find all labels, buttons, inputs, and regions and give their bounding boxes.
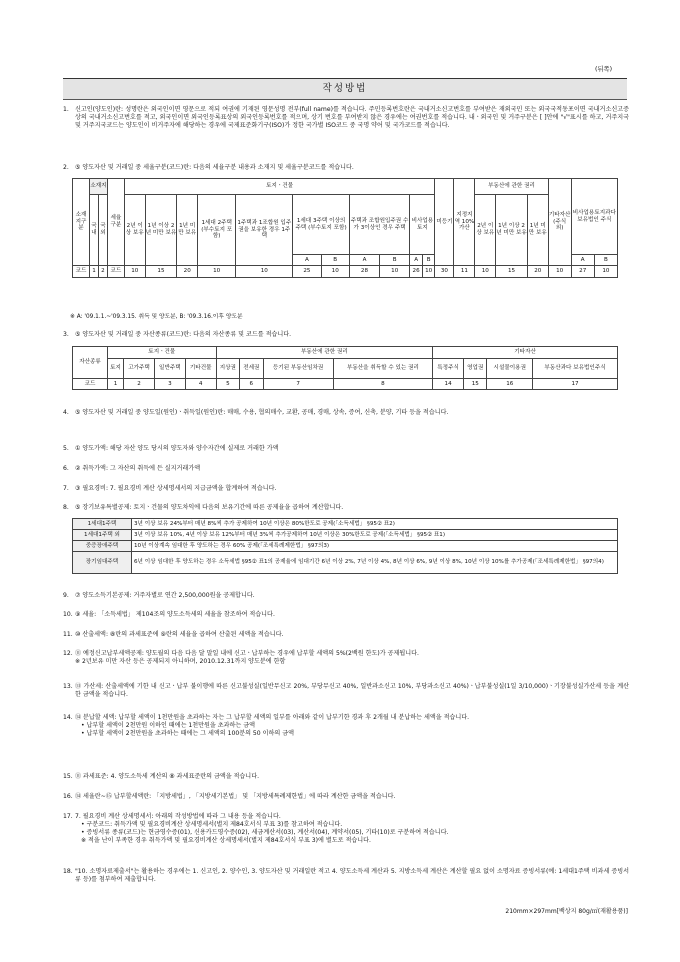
code-cell: 6 <box>240 379 263 390</box>
header-nonbusiness-shares: 비사업용토지과다 보유법인 주식 <box>571 179 617 255</box>
section-number: 11. <box>63 631 73 638</box>
section-8 <box>63 504 629 512</box>
code-cell: 2 <box>98 266 107 278</box>
table-row <box>73 552 618 574</box>
header-rights-2y: 2년 이상 보유 <box>475 195 496 266</box>
header-location-class: 소재지구분 <box>73 179 90 266</box>
asset-item: 부동산과다 보유법인주식 <box>533 359 618 379</box>
header-real-estate-rights: 부동산에 관한 권리 <box>475 179 548 195</box>
header-1to2y: 1년 이상 2년 미만 보유 <box>145 195 177 266</box>
code-cell: 7 <box>263 379 333 390</box>
code-cell: 2 <box>124 379 155 390</box>
section-number: 9. <box>63 592 69 599</box>
code-cell: 10 <box>422 266 435 278</box>
code-cell: 10 <box>380 266 410 278</box>
header-a: A <box>349 255 379 266</box>
section-number: 10. <box>63 611 73 618</box>
section-11 <box>63 631 629 639</box>
section-3 <box>63 331 629 339</box>
code-row <box>73 379 618 390</box>
code-cell: 15 <box>496 266 528 278</box>
section-number: 18. <box>63 868 73 875</box>
page-title: 작성방법 <box>63 78 627 100</box>
section-number: 17. <box>63 813 73 820</box>
section-15 <box>63 773 629 781</box>
section-text: ③ 필요경비: 7. 필요경비 계산 상세명세서의 지급금액을 합계하여 적습니다. <box>75 485 277 492</box>
header-under1y: 1년 미만 보유 <box>177 195 198 266</box>
code-cell: 16 <box>487 379 533 390</box>
section-2 <box>63 164 629 172</box>
asset-item: 영업권 <box>464 359 487 379</box>
section-text: ⑪ 예정신고납부세액공제: 양도월의 다음 다음 달 말일 내에 신고ㆍ납부하는 경우에 납부할 세액의 5%(2백원 한도)가 공제됩니다. <box>75 650 419 657</box>
section-13 <box>63 683 629 699</box>
section-1 <box>63 106 629 130</box>
code-cell: 20 <box>177 266 198 278</box>
code-cell: 15 <box>145 266 177 278</box>
code-cell: 10 <box>594 266 617 278</box>
header-b: B <box>321 255 349 266</box>
header-a: A <box>293 255 321 266</box>
section-number: 12. <box>63 650 73 657</box>
row-value: 3년 이상 보유 24%부터 매년 8%씩 추가 공제하여 10년 이상은 80%한도로 공제(「소득세법」 §95② 표2) <box>132 519 618 530</box>
code-cell: 14 <box>433 379 464 390</box>
rate-note: ※ A: '09.1.1.~'09.3.15. 취득 및 양도분, B: '09.3.16.이후 양도분 <box>70 314 243 320</box>
bullet-item: • 납부할 세액이 2천만원 이하인 때에는 1천만원을 초과하는 금액 <box>81 722 256 730</box>
row-key: 1세대1주택 외 <box>73 530 132 541</box>
section-number: 7. <box>63 485 69 492</box>
code-cell: 8 <box>333 379 433 390</box>
header-1house-1right: 1주택과 1조합원 입주권을 보유한 경우 1주택 <box>236 195 293 266</box>
header-b: B <box>422 255 435 266</box>
section-number: 15. <box>63 773 73 780</box>
asset-item: 등기된 부동산임차권 <box>263 359 333 379</box>
code-row <box>73 266 618 278</box>
section-number: 14. <box>63 714 73 721</box>
section-text: "10. 소명자료제출서"는 활용하는 경우에는 1. 신고인, 2. 양수인, 3. 양도자산 및 거래일란 적고 4. 양도소득세 계산과 5. 지방소득세 계산은 계산할 필요 없이 소명자료 증빙서류(예: 1세대1주택 비과세 증빙서류 등)를 첨부하여 제출합니다. <box>75 868 629 884</box>
asset-item: 토지 <box>108 359 124 379</box>
header-land-building: 토지ㆍ건물 <box>124 179 435 195</box>
header-domestic: 국내 <box>90 195 99 266</box>
code-cell: 1 <box>108 379 124 390</box>
code-label: 코드 <box>73 266 90 278</box>
code-cell: 17 <box>533 379 618 390</box>
table-row <box>73 541 618 552</box>
bullet-item: ※ 적을 난이 부족한 경우 취득가액 및 필요경비계산 상세명세서(별지 제84호서식 부표 3)에 별도로 적습니다. <box>81 837 371 845</box>
section-number: 6. <box>63 465 69 472</box>
code-cell: 10 <box>124 266 145 278</box>
code-cell: 11 <box>454 266 475 278</box>
section-text: ⑩ 산출세액: ⑧란의 과세표준에 ⑨란의 세율을 곱하여 산출된 세액을 적습니다. <box>75 631 284 638</box>
asset-code-table <box>72 346 618 390</box>
code-cell: 10 <box>198 266 236 278</box>
asset-item: 지상권 <box>216 359 239 379</box>
section-number: 3. <box>63 331 69 338</box>
code-cell: 15 <box>464 379 487 390</box>
section-number: 13. <box>63 683 73 690</box>
bullet-item: • 증빙서류 종류(코드)는 현금영수증(01), 신용카드영수증(02), 세금계산서(03), 계산서(04), 계약서(05), 기타(10)로 구분하여 적습니다. <box>81 829 449 837</box>
header-unregistered: 미등기 <box>435 179 454 266</box>
section-number: 2. <box>63 164 69 171</box>
header-other-assets: 기타자산 (주식 외) <box>548 179 571 266</box>
section-number: 16. <box>63 793 73 800</box>
row-key: 장기임대주택 <box>73 552 132 574</box>
paper-spec: 210mm×297mm[백상지 80g/㎡(재활용품)] <box>505 908 628 915</box>
section-number: 8. <box>63 504 69 511</box>
row-value: 10년 이상계속 임대한 후 양도하는 경우 60% 공제(「조세특례제한법」 §97의3) <box>132 541 618 552</box>
asset-item: 시설물이용권 <box>487 359 533 379</box>
section-10 <box>63 611 629 619</box>
row-value: 6년 이상 임대한 후 양도하는 경우 소득세법 §95② 표1의 공제율에 임대기간 6년 이상 2%, 7년 이상 4%, 8년 이상 6%, 9년 이상 8%, 10년 이상 10%를 추가공제(「조세특례제한법」 §97의4) <box>132 552 618 574</box>
header-nonbiz-land: 비사업용 토지 <box>410 195 435 255</box>
section-text: ⑬ 가산세: 산출세액에 기한 내 신고ㆍ납부 불이행에 따른 신고불성실(일반무신고 20%, 부당무신고 40%, 일반과소신고 10%, 부당과소신고 40%)ㆍ납부불성실(1일 3/10,000)ㆍ기장불성실가산세 등을 계산한 금액을 적습니다. <box>75 683 630 699</box>
asset-item: 특정주식 <box>433 359 464 379</box>
code-cell: 5 <box>216 379 239 390</box>
code-cell: 25 <box>293 266 321 278</box>
code-cell: 28 <box>349 266 379 278</box>
section-text: 7. 필요경비 계산 상세명세서: 아래의 작성방법에 따라 그 내용 등을 적습니다. <box>75 813 281 820</box>
header-asset-kind: 자산종류 <box>73 347 108 379</box>
header-other-assets: 기타자산 <box>433 347 618 359</box>
section-number: 1. <box>63 106 69 113</box>
header-2house: 1세대 2주택 (부수토지 포함) <box>198 195 236 266</box>
section-note: ※ 2년보유 미만 자산 등은 공제되지 아니하며, 2010.12.31까지 양도분에 한함 <box>75 658 286 666</box>
header-designated-area: 지정지역 10% 가산 <box>454 179 475 266</box>
header-b: B <box>594 255 617 266</box>
asset-item: 기타건물 <box>185 359 216 379</box>
header-2y: 2년 이상 보유 <box>124 195 145 266</box>
row-key: 1세대1주택 <box>73 519 132 530</box>
asset-item: 고가주택 <box>124 359 155 379</box>
section-17 <box>63 813 629 845</box>
continued-label: (뒤쪽) <box>595 66 613 73</box>
section-text: ⑪ 과세표준: 4. 양도소득세 계산의 ⑧ 과세표준란의 금액을 적습니다. <box>75 773 260 780</box>
section-9 <box>63 592 629 600</box>
header-a: A <box>410 255 423 266</box>
code-cell: 10 <box>475 266 496 278</box>
code-cell: 26 <box>410 266 423 278</box>
asset-item: 부동산을 취득할 수 있는 권리 <box>333 359 433 379</box>
section-text: ⑤ 양도자산 및 거래일 중 세율구분(코드)란: 다음의 세율구분 내용과 소재지 및 세율구분코드를 적습니다. <box>75 164 354 171</box>
header-a: A <box>571 255 594 266</box>
section-text: ⑤ 양도자산 및 거래일 중 양도일(원인)ㆍ취득일(원인)란: 매매, 수용, 협의매수, 교환, 공매, 경매, 상속, 증여, 신축, 분양, 기타 등을 적습니다. <box>75 409 449 416</box>
header-3house: 1세대 3주택 이상의 주택 (부수토지 포함) <box>293 195 350 255</box>
code-label: 코드 <box>73 379 108 390</box>
section-4 <box>63 409 629 417</box>
table-row <box>73 530 618 541</box>
section-text: 신고인(양도인)란: 성명란은 외국인이면 영문으로 적되 여권에 기재된 영문성명 전부(full name)를 적습니다. 주민등록번호란은 국내거소신고번호를 부여받은 재외국민 또는 외국국적동포이면 국내거소신고증상의 국내거소신고번호를 적고, 외국인이면 외국인등록표상의 외국인등록번호를 적으며, 상기 번호를 부여받지 않은 경우에는 여권번호를 적습니다. 내ㆍ외국인 및 거주구분은 [ ]안에 "√"표시를 하고, 거주지국 및 거주지국코드는 양도인이 비거주자에 해당하는 경우에 국제표준화기구(ISO)가 정한 국가별 ISO코드 중 국명 약어 및 국가코드를 적습니다. <box>75 106 629 130</box>
section-7 <box>63 485 629 493</box>
header-location: 소재지 <box>90 179 108 195</box>
bullet-item: • 구분코드: 취득가액 및 필요경비계산 상세명세서(별지 제84호서식 부표 3)를 참고하여 적습니다. <box>81 821 343 829</box>
header-rights-under1y: 1년 미만 보유 <box>527 195 548 266</box>
section-text: ⑤ 양도자산 및 거래일 중 자산종류(코드)란: 다음의 자산종류 및 코드를 적습니다. <box>75 331 292 338</box>
code-cell: 코드 <box>107 266 124 278</box>
section-18 <box>63 868 629 884</box>
asset-item: 전세권 <box>240 359 263 379</box>
code-cell: 10 <box>236 266 293 278</box>
code-cell: 4 <box>185 379 216 390</box>
section-12 <box>63 650 629 666</box>
section-number: 4. <box>63 409 69 416</box>
asset-item: 일반주택 <box>154 359 185 379</box>
section-text: ② 취득가액: 그 자산의 취득에 든 실지거래가액 <box>75 465 201 472</box>
section-6 <box>63 465 629 473</box>
code-cell: 10 <box>321 266 349 278</box>
section-text: ⑭ 세율란~⑮ 납부할세액란: 「지방세법」, 「지방세기본법」 및 「지방세특례제한법」에 따라 계산한 금액을 적습니다. <box>75 793 396 800</box>
code-cell: 10 <box>548 266 571 278</box>
section-5 <box>63 445 629 453</box>
code-cell: 20 <box>527 266 548 278</box>
code-cell: 27 <box>571 266 594 278</box>
bullet-item: • 납부할 세액이 2천만원을 초과하는 때에는 그 세액의 100분의 50 이하의 금액 <box>81 730 294 738</box>
table-row <box>73 519 618 530</box>
row-key: 중증장애주택 <box>73 541 132 552</box>
section-text: ⑨ 세율: 「소득세법」 제104조의 양도소득세의 세율을 참조하여 적습니다. <box>75 611 275 618</box>
code-cell: 3 <box>154 379 185 390</box>
header-abroad: 국외 <box>98 195 107 266</box>
row-value: 3년 이상 보유 10%, 4년 이상 보유 12%부터 매년 3%씩 추가공제하여 10년 이상은 30%한도로 공제(「소득세법」 §95② 표1) <box>132 530 618 541</box>
section-14 <box>63 714 629 738</box>
code-cell: 30 <box>435 266 454 278</box>
rate-code-table <box>72 178 618 278</box>
header-b: B <box>380 255 410 266</box>
header-rate-class: 세율구분 <box>107 179 124 266</box>
section-number: 5. <box>63 445 69 452</box>
header-rights-1to2y: 1년 이상 2년 미만 보유 <box>496 195 528 266</box>
header-land-building: 토지ㆍ건물 <box>108 347 217 359</box>
header-house-right-3: 주택과 조합원입주권 수가 3이상인 경우 주택 <box>349 195 409 255</box>
section-text: ⑭ 분납할 세액: 납부할 세액이 1천만원을 초과하는 자는 그 납부할 세액의 일부를 아래와 같이 납부기한 경과 후 2개월 내 분납하는 세액을 적습니다. <box>75 714 470 721</box>
section-text: ① 양도가액: 해당 자산 양도 당시의 양도자와 양수자간에 실제로 거래한 가액 <box>75 445 279 452</box>
header-real-estate-rights: 부동산에 관한 권리 <box>216 347 433 359</box>
section-text: ⑤ 장기보유특별공제: 토지ㆍ건물의 양도차익에 다음의 보유기간에 따른 공제율을 곱하여 계산합니다. <box>75 504 344 511</box>
section-text: ⑦ 양도소득기본공제: 거주자별로 연간 2,500,000원을 공제합니다. <box>75 592 255 599</box>
long-term-deduction-table <box>72 518 618 574</box>
code-cell: 1 <box>90 266 99 278</box>
section-16 <box>63 793 629 801</box>
